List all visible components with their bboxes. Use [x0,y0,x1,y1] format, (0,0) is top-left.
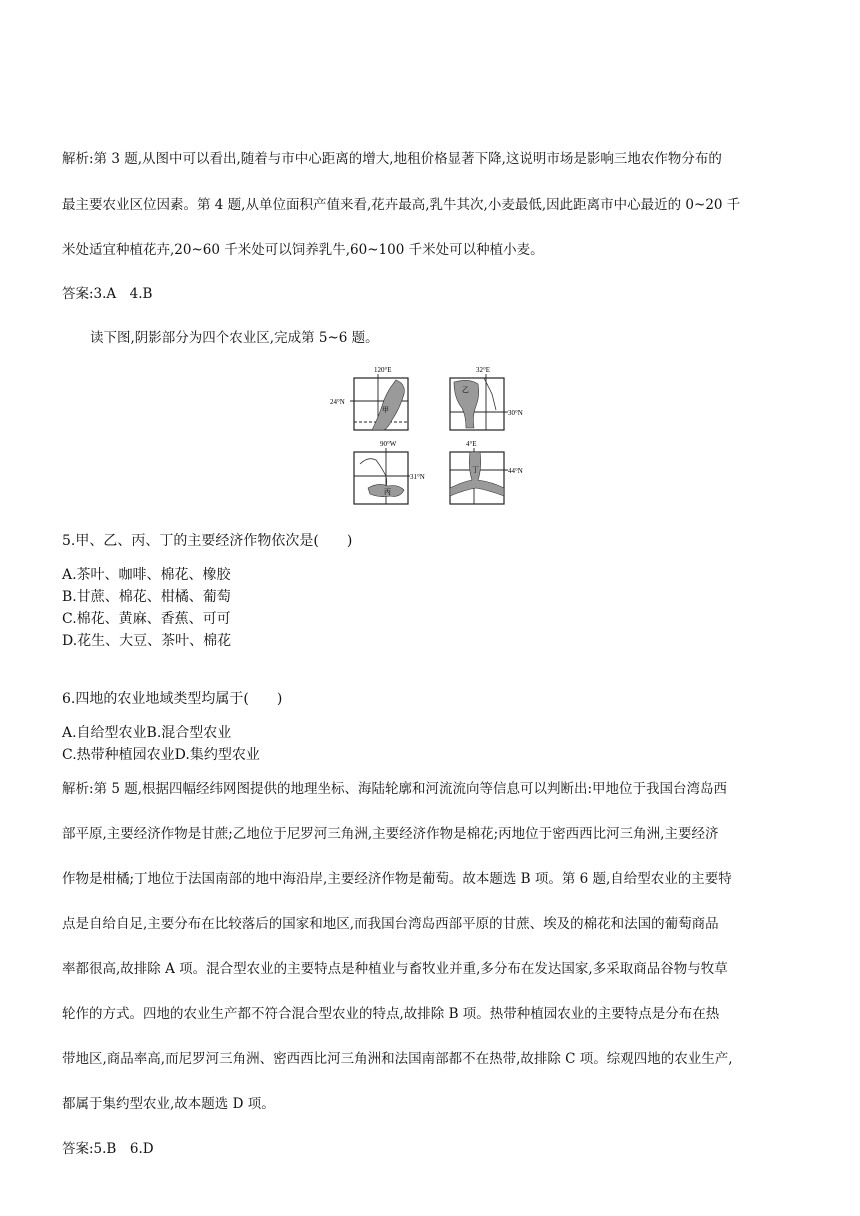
analysis-q5-6-line-6: 轮作的方式。四地的农业生产都不符合混合型农业的特点,故排除 B 项。热带种植园农业的主要特点是分布在热 [62,1006,720,1022]
analysis-q5-6-line-4: 点是自给自足,主要分布在比较落后的国家和地区,而我国台湾岛西部平原的甘蔗、埃及的棉花和法国的葡萄商品 [62,916,719,932]
agricultural-regions-figure [326,364,536,510]
map-2-region-label: 乙 [462,386,469,394]
analysis-q3-4-line-2: 最主要农业区位因素。第 4 题,从单位面积产值来看,花卉最高,乳牛其次,小麦最低,因此距离市中心最近的 0~20 千 [62,197,741,213]
map-1-longitude-label: 120°E [374,366,392,374]
question-5-option-c: C.棉花、黄麻、香蕉、可可 [62,611,231,627]
map-2 [450,366,523,430]
analysis-q5-6-line-1: 解析:第 5 题,根据四幅经纬网图提供的地理坐标、海陆轮廓和河流流向等信息可以判断出:甲地位于我国台湾岛西 [62,781,728,797]
analysis-q5-6-line-8: 都属于集约型农业,故本题选 D 项。 [62,1096,275,1112]
question-5-option-b: B.甘蔗、棉花、柑橘、葡萄 [62,589,231,605]
map-3 [354,440,425,504]
map-1 [330,366,408,430]
answer-q5-6: 答案:5.B 6.D [62,1141,154,1157]
analysis-q3-4-line-1: 解析:第 3 题,从图中可以看出,随着与市中心距离的增大,地租价格显著下降,这说明市场是影响三地农作物分布的 [62,151,722,167]
question-6-option-ab: A.自给型农业B.混合型农业 [62,725,232,741]
question-5-option-d: D.花生、大豆、茶叶、棉花 [62,633,232,649]
question-6-option-cd: C.热带种植园农业D.集约型农业 [62,747,260,763]
map-3-longitude-label: 90°W [380,440,397,448]
question-6-stem: 6.四地的农业地域类型均属于( ) [62,691,283,707]
analysis-q5-6-line-2: 部平原,主要经济作物是甘蔗;乙地位于尼罗河三角洲,主要经济作物是棉花;丙地位于密西西比河三角洲,主要经济 [62,826,719,842]
question-5-stem: 5.甲、乙、丙、丁的主要经济作物依次是( ) [62,533,353,549]
map-4-latitude-label: 44°N [508,467,523,475]
analysis-q5-6-line-3: 作物是柑橘;丁地位于法国南部的地中海沿岸,主要经济作物是葡萄。故本题选 B 项。第 6 题,自给型农业的主要特 [62,871,732,887]
reading-prompt: 读下图,阴影部分为四个农业区,完成第 5~6 题。 [90,330,379,346]
map-1-region-label: 甲 [382,406,389,414]
map-2-longitude-label: 32°E [476,366,491,374]
four-maps-svg [326,364,536,510]
analysis-q5-6-line-7: 带地区,商品率高,而尼罗河三角洲、密西西比河三角洲和法国南部都不在热带,故排除 C 项。综观四地的农业生产, [62,1051,733,1067]
map-4-longitude-label: 4°E [466,440,477,448]
analysis-q5-6-line-5: 率都很高,故排除 A 项。混合型农业的主要特点是种植业与畜牧业并重,多分布在发达国家,多采取商品谷物与牧草 [62,961,728,977]
map-3-latitude-label: 31°N [410,473,425,481]
analysis-q3-4-line-3: 米处适宜种植花卉,20~60 千米处可以饲养乳牛,60~100 千米处可以种植小麦。 [62,242,544,258]
map-4 [450,440,523,504]
answer-q3-4: 答案:3.A 4.B [62,286,153,302]
map-3-region-label: 丙 [384,488,391,496]
map-2-latitude-label: 30°N [508,409,523,417]
map-1-latitude-label: 24°N [330,398,345,406]
map-4-region-label: 丁 [472,466,479,474]
question-5-option-a: A.茶叶、咖啡、棉花、橡胶 [62,567,231,583]
